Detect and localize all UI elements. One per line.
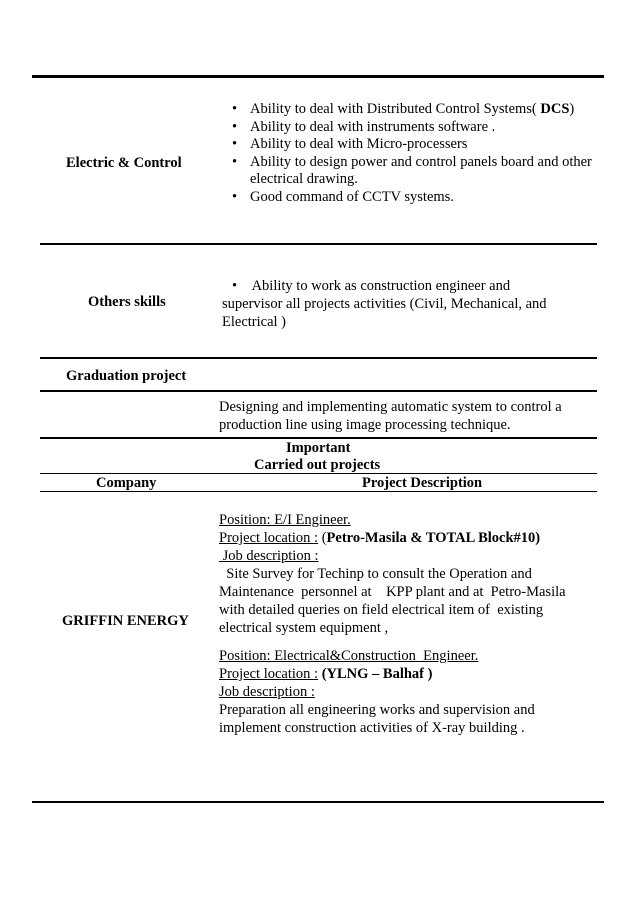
project-2: Position: Electrical&Construction Engineer. Project location : (YLNG – Balhaf ) Job description : Preparation all engineering works and supervision and implement construction activities of X-ray building . — [219, 648, 535, 736]
bullet-icon: • — [232, 101, 238, 117]
electric-control-list — [222, 101, 592, 206]
column-header-company: Company — [96, 475, 157, 491]
column-header-description: Project Description — [362, 475, 483, 491]
list-item: • Ability to design power and control panels board and other electrical drawing. — [232, 153, 592, 187]
list-item: • Ability to deal with Micro-processers — [232, 136, 468, 152]
list-item: • Ability to deal with Distributed Control Systems( DCS) — [232, 101, 575, 117]
bullet-icon: • — [232, 136, 238, 152]
section-divider — [40, 390, 597, 392]
top-rule — [32, 75, 604, 78]
section-divider — [40, 437, 597, 439]
graduation-label: Graduation project — [66, 368, 187, 384]
bottom-rule — [32, 801, 604, 803]
list-item: • Ability to deal with instruments software . — [232, 118, 496, 135]
bullet-icon: • — [232, 118, 238, 135]
bullet-icon: • — [232, 153, 238, 170]
projects-heading-important: Important — [286, 440, 351, 456]
section-divider — [40, 357, 597, 359]
company-name: GRIFFIN ENERGY — [62, 613, 189, 629]
bullet-icon: • — [232, 278, 238, 294]
graduation-text: Designing and implementing automatic system to control a production line using image processing technique. — [219, 399, 562, 433]
table-rule — [40, 491, 597, 492]
section-divider — [40, 243, 597, 245]
project-1: Position: E/I Engineer. Project location : (Petro-Masila & TOTAL Block#10) Job description : Site Survey for Techinp to consult the Operation and Maintenance personnel at KPP plant and at Petro-Masila with detailed queries on field electrical item of existing electrical system equipment , — [219, 512, 566, 636]
others-skills-label: Others skills — [88, 294, 166, 310]
table-rule — [40, 473, 597, 474]
electric-control-label: Electric & Control — [66, 155, 182, 171]
others-skills-text: • Ability to work as construction engineer and supervisor all projects activities (Civil, Mechanical, and Electrical ) — [222, 277, 592, 331]
bullet-icon: • — [232, 188, 238, 205]
projects-heading-carried: Carried out projects — [254, 457, 381, 473]
list-item: • Good command of CCTV systems. — [232, 188, 454, 205]
list-item: • Ability to work as construction engineer and — [232, 278, 511, 294]
